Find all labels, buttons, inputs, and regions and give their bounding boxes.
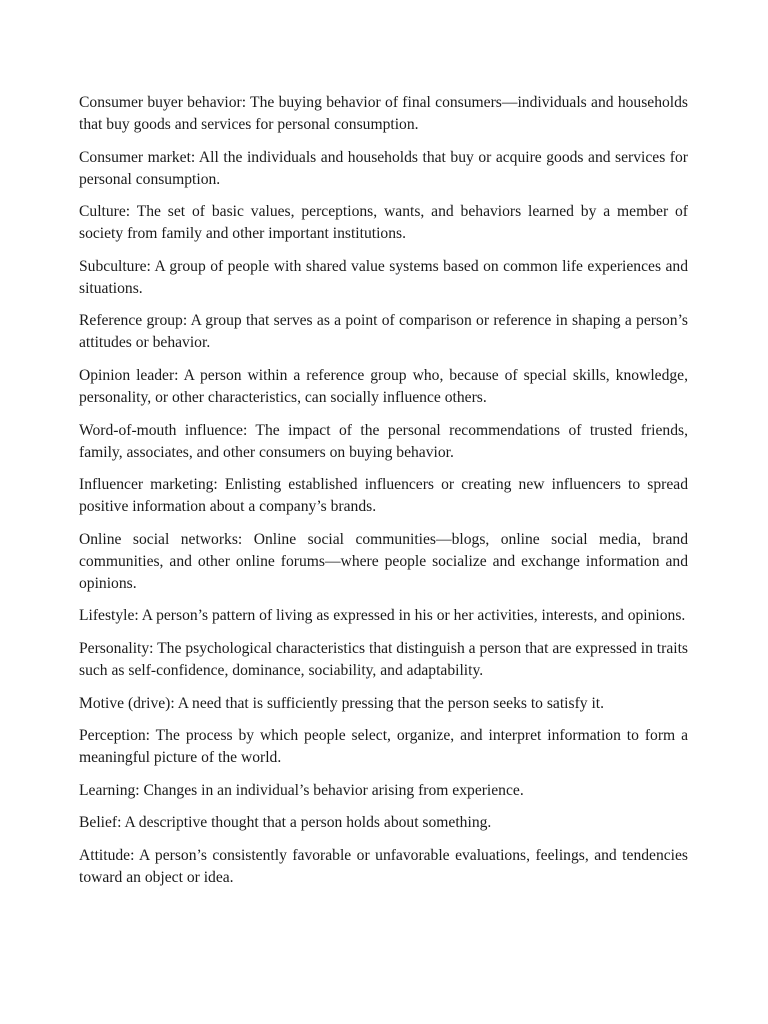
document-page [79,92,688,900]
definition-online-social-networks: Online social networks: Online social communities—blogs, online social media, brand communities, and other online forums—where people socialize and exchange information and opinions. [79,530,688,592]
definition-reference-group: Reference group: A group that serves as a point of comparison or reference in shaping a person’s attitudes or behavior. [79,312,688,352]
definition-consumer-buyer-behavior: Consumer buyer behavior: The buying behavior of final consumers—individuals and households that buy goods and services for personal consumption. [79,94,688,133]
definition-consumer-market: Consumer market: All the individuals and households that buy or acquire goods and services for personal consumption. [79,148,688,188]
definition-opinion-leader: Opinion leader: A person within a reference group who, because of special skills, knowledge, personality, or other characteristics, can socially influence others. [79,366,688,406]
definition-belief: Belief: A descriptive thought that a person holds about something. [79,814,492,832]
definition-motive: Motive (drive): A need that is sufficiently pressing that the person seeks to satisfy it. [79,694,605,712]
definition-word-of-mouth-influence: Word-of-mouth influence: The impact of the personal recommendations of trusted friends, family, associates, and other consumers on buying behavior. [79,421,688,461]
definition-lifestyle: Lifestyle: A person’s pattern of living as expressed in his or her activities, interests, and opinions. [79,607,686,625]
definition-attitude: Attitude: A person’s consistently favorable or unfavorable evaluations, feelings, and tendencies toward an object or idea. [79,846,688,886]
definition-subculture: Subculture: A group of people with shared value systems based on common life experiences and situations. [79,257,688,297]
definition-perception: Perception: The process by which people select, organize, and interpret information to form a meaningful picture of the world. [79,727,688,767]
definition-influencer-marketing: Influencer marketing: Enlisting established influencers or creating new influencers to spread positive information about a company’s brands. [79,476,688,516]
definition-culture: Culture: The set of basic values, perceptions, wants, and behaviors learned by a member of society from family and other important institutions. [79,203,688,243]
definition-personality: Personality: The psychological characteristics that distinguish a person that are expressed in traits such as self-confidence, dominance, sociability, and adaptability. [79,639,688,679]
definition-learning: Learning: Changes in an individual’s behavior arising from experience. [79,781,524,799]
